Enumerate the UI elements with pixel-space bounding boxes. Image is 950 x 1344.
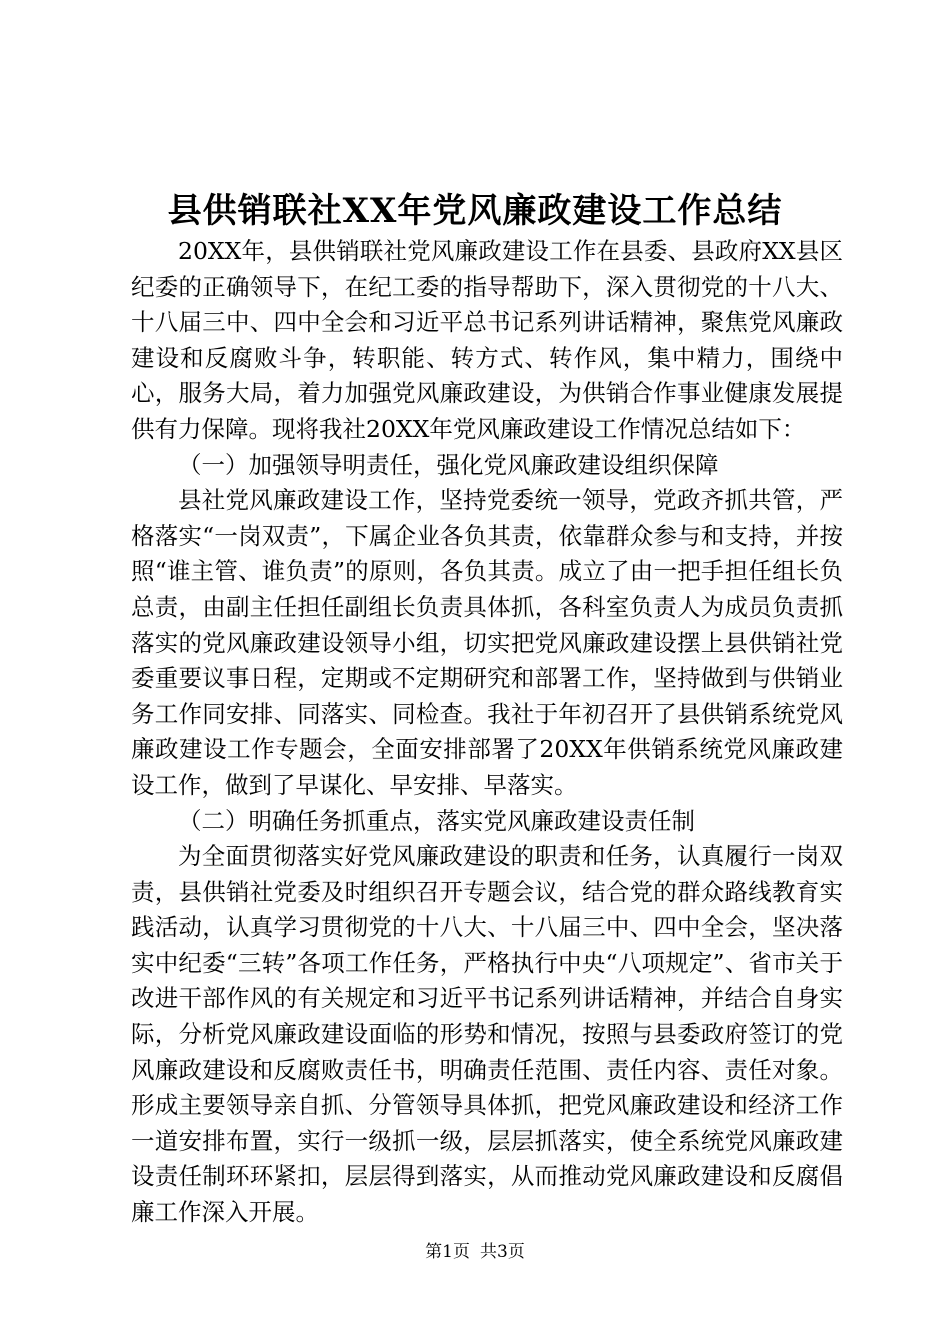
section-2-paragraph: 为全面贯彻落实好党风廉政建设的职责和任务，认真履行一岗双责，县供销社党委及时组织召开专题会议，结合党的群众路线教育实践活动，认真学习贯彻党的十八大、十八届三中、四中全会，坚决落实中纪委“三转”各项工作任务，严格执行中央“八项规定”、省市关于改进干部作风的有关规定和习近平书记系列讲话精神，并结合自身实际，分析党风廉政建设面临的形势和情况，按照与县委政府签订的党风廉政建设和反腐败责任书，明确责任范围、责任内容、责任对象。形成主要领导亲自抓、分管领导具体抓，把党风廉政建设和经济工作一道安排布置，实行一级抓一级，层层抓落实，使全系统党风廉政建设责任制环环紧扣，层层得到落实，从而推动党风廉政建设和反腐倡廉工作深入开展。: [131, 842, 843, 1227]
page-footer: [0, 1240, 950, 1264]
section-heading-2: （二）明确任务抓重点，落实党风廉政建设责任制: [178, 806, 695, 835]
section-heading-1: （一）加强领导明责任，强化党风廉政建设组织保障: [178, 450, 719, 479]
document-body: [131, 234, 843, 1231]
document-title: 县供销联社XX年党风廉政建设工作总结: [167, 191, 783, 231]
page-number: 第1页: [425, 1242, 470, 1262]
section-1-paragraph: 县社党风廉政建设工作，坚持党委统一领导，党政齐抓共管，严格落实“一岗双责”，下属企业各负其责，依靠群众参与和支持，并按照“谁主管、谁负责”的原则，各负其责。成立了由一把手担任组长负总责，由副主任担任副组长负责具体抓，各科室负责人为成员负责抓落实的党风廉政建设领导小组，切实把党风廉政建设摆上县供销社党委重要议事日程，定期或不定期研究和部署工作，坚持做到与供销业务工作同安排、同落实、同检查。我社于年初召开了县供销系统党风廉政建设工作专题会，全面安排部署了20XX年供销系统党风廉政建设工作，做到了早谋化、早安排、早落实。: [131, 486, 843, 799]
intro-paragraph: 20XX年，县供销联社党风廉政建设工作在县委、县政府XX县区纪委的正确领导下，在纪工委的指导帮助下，深入贯彻党的十八大、十八届三中、四中全会和习近平总书记系列讲话精神，聚焦党风廉政建设和反腐败斗争，转职能、转方式、转作风，集中精力，围绕中心，服务大局，着力加强党风廉政建设，为供销合作事业健康发展提供有力保障。现将我社20XX年党风廉政建设工作情况总结如下：: [131, 237, 843, 443]
total-pages: 共3页: [480, 1242, 525, 1262]
